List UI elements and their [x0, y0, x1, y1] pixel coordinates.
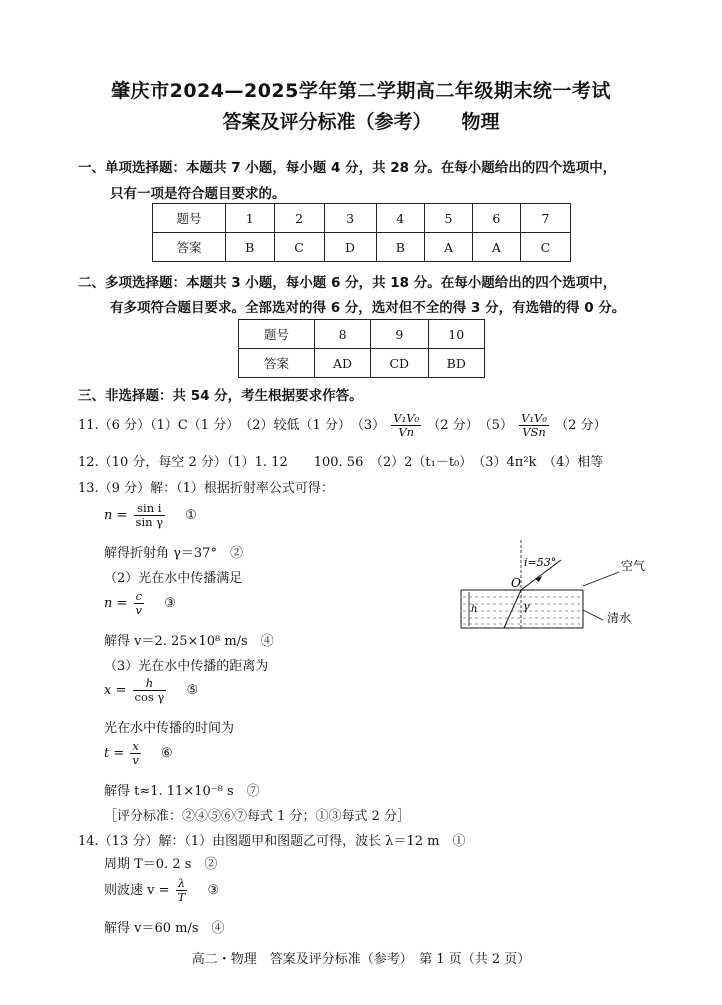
fraction-numerator: V₁V₀ [521, 411, 547, 425]
q14-line2: 周期 T＝0. 2 s ② [104, 857, 218, 872]
q13-line3: （2）光在水中传播满足 [104, 571, 243, 586]
table-cell: 7 [520, 204, 570, 233]
eq-fraction [176, 877, 188, 904]
page-subtitle [0, 107, 722, 134]
q13-line4: 解得 v＝2. 25×10⁸ m/s ④ [104, 634, 274, 649]
eq-mark: ⑥ [161, 746, 173, 762]
page-title: 肇庆市2024—2025学年第二学期高二年级期末统一考试 [111, 80, 611, 102]
table-row [239, 349, 485, 378]
q11-text: 11.（6 分）（1）C（1 分） （2）较低（1 分） （3） [78, 418, 386, 434]
eq-lhs: n = [104, 508, 128, 524]
table-cell: 8 [315, 320, 371, 349]
point-o-label: O [511, 576, 521, 590]
q14-eq3 [104, 877, 219, 904]
fraction-denominator: VSn [522, 425, 546, 440]
subtitle-text: 答案及评分标准（参考） [222, 111, 432, 133]
table-header-cell: 题号 [153, 204, 226, 233]
q13-line2: 解得折射角 γ＝37° ② [104, 546, 243, 561]
incidence-angle-label: i=53° [524, 556, 557, 569]
refracted-ray [504, 590, 521, 628]
q11-after1: （2 分） （5） [427, 418, 513, 434]
table-cell: 3 [324, 204, 376, 233]
fraction-denominator: v [135, 603, 143, 618]
table-row [153, 233, 571, 262]
fraction-numerator: λ [176, 877, 188, 891]
fraction-numerator: V₁V₀ [393, 411, 420, 425]
table-cell: 5 [425, 204, 473, 233]
eq-mark: ⑤ [186, 683, 199, 699]
section1-answer-table [152, 203, 571, 262]
refraction-angle-label: γ [523, 600, 530, 613]
q13-eq3 [104, 590, 176, 617]
table-cell: AD [315, 349, 371, 378]
table-cell: 10 [428, 320, 485, 349]
fraction-denominator: T [177, 890, 186, 905]
table-header-cell: 题号 [239, 320, 315, 349]
water-leader [583, 610, 603, 620]
fraction-denominator: v [132, 753, 139, 768]
section2-line1: 二、多项选择题：本题共 3 小题，每小题 6 分，共 18 分。在每小题给出的四个选项中， [78, 275, 617, 291]
q11-line [78, 412, 607, 439]
table-header-cell: 答案 [153, 233, 226, 262]
table-cell: BD [428, 349, 485, 378]
page-footer: 高二・物理 答案及评分标准（参考） 第 1 页（共 2 页） [191, 952, 531, 967]
section2-line2: 有多项符合题目要求。全部选对的得 6 分，选对但不全的得 3 分，有选错的得 0 分。 [110, 300, 626, 316]
eq-lhs: 则波速 v = [104, 883, 170, 899]
eq-lhs: n = [104, 596, 128, 612]
eq-lhs: t = [104, 746, 125, 762]
q13-eq6 [104, 740, 173, 767]
table-cell: A [472, 233, 520, 262]
table-cell: 9 [371, 320, 428, 349]
fraction-denominator: Vn [398, 425, 415, 440]
eq-fraction [134, 590, 145, 617]
q13-eq1 [104, 502, 197, 529]
table-cell: 4 [376, 204, 425, 233]
q13-line6: 光在水中传播的时间为 [104, 721, 235, 736]
table-header-cell: 答案 [239, 349, 315, 378]
table-row [239, 320, 485, 349]
air-label: 空气 [621, 559, 646, 573]
air-leader [583, 572, 619, 586]
fraction-denominator: cos γ [134, 690, 165, 705]
water-label: 清水 [607, 611, 632, 625]
fraction-denominator: sin γ [135, 515, 164, 530]
q13-line5: （3）光在水中传播的距离为 [104, 659, 269, 674]
eq-fraction [133, 677, 167, 704]
eq-mark: ③ [164, 596, 176, 612]
q14-head: 14.（13 分）解：（1）由图题甲和图题乙可得，波长 λ＝12 m ① [78, 834, 466, 849]
q13-eq5 [104, 677, 198, 704]
table-cell: 2 [274, 204, 324, 233]
table-cell: 1 [226, 204, 275, 233]
q14-line4: 解得 v＝60 m/s ④ [104, 921, 225, 936]
q13-scoring: ［评分标准：②④⑤⑥⑦每式 1 分；①③每式 2 分］ [104, 809, 411, 824]
subject-label: 物理 [461, 111, 500, 133]
water-region [461, 590, 583, 628]
eq-mark: ① [185, 508, 197, 524]
fraction-numerator: x [132, 739, 139, 753]
q11-fraction-2 [519, 412, 549, 439]
section3-heading: 三、非选择题：共 54 分，考生根据要求作答。 [78, 388, 363, 404]
fraction-numerator: h [133, 677, 167, 691]
table-cell: B [226, 233, 275, 262]
eq-fraction [130, 740, 141, 767]
table-cell: C [520, 233, 570, 262]
table-cell: CD [371, 349, 428, 378]
table-cell: C [274, 233, 324, 262]
section1-line1: 一、单项选择题：本题共 7 小题，每小题 4 分，共 28 分。在每小题给出的四个选项中， [78, 160, 617, 176]
eq-lhs: x = [104, 683, 127, 699]
q11-after2: （2 分） [555, 418, 607, 434]
table-row [153, 204, 571, 233]
section2-answer-table [238, 319, 485, 378]
q11-fraction-1 [391, 412, 421, 439]
table-cell: D [324, 233, 376, 262]
refraction-diagram [455, 540, 655, 640]
table-cell: 6 [472, 204, 520, 233]
depth-label: h [471, 604, 478, 615]
table-cell: A [425, 233, 473, 262]
section1-line2: 只有一项是符合题目要求的。 [110, 186, 286, 202]
eq-fraction [134, 502, 166, 529]
q12-line: 12.（10 分，每空 2 分）（1）1. 12 100. 56 （2）2（t₁－t₀） （3）4π²k （4）相等 [78, 455, 604, 470]
q13-head: 13.（9 分）解：（1）根据折射率公式可得： [78, 481, 334, 496]
fraction-numerator: c [134, 590, 145, 604]
eq-mark: ③ [207, 883, 220, 899]
q13-line7: 解得 t≈1. 11×10⁻⁸ s ⑦ [104, 784, 260, 799]
fraction-numerator: sin i [134, 502, 166, 516]
table-cell: B [376, 233, 425, 262]
